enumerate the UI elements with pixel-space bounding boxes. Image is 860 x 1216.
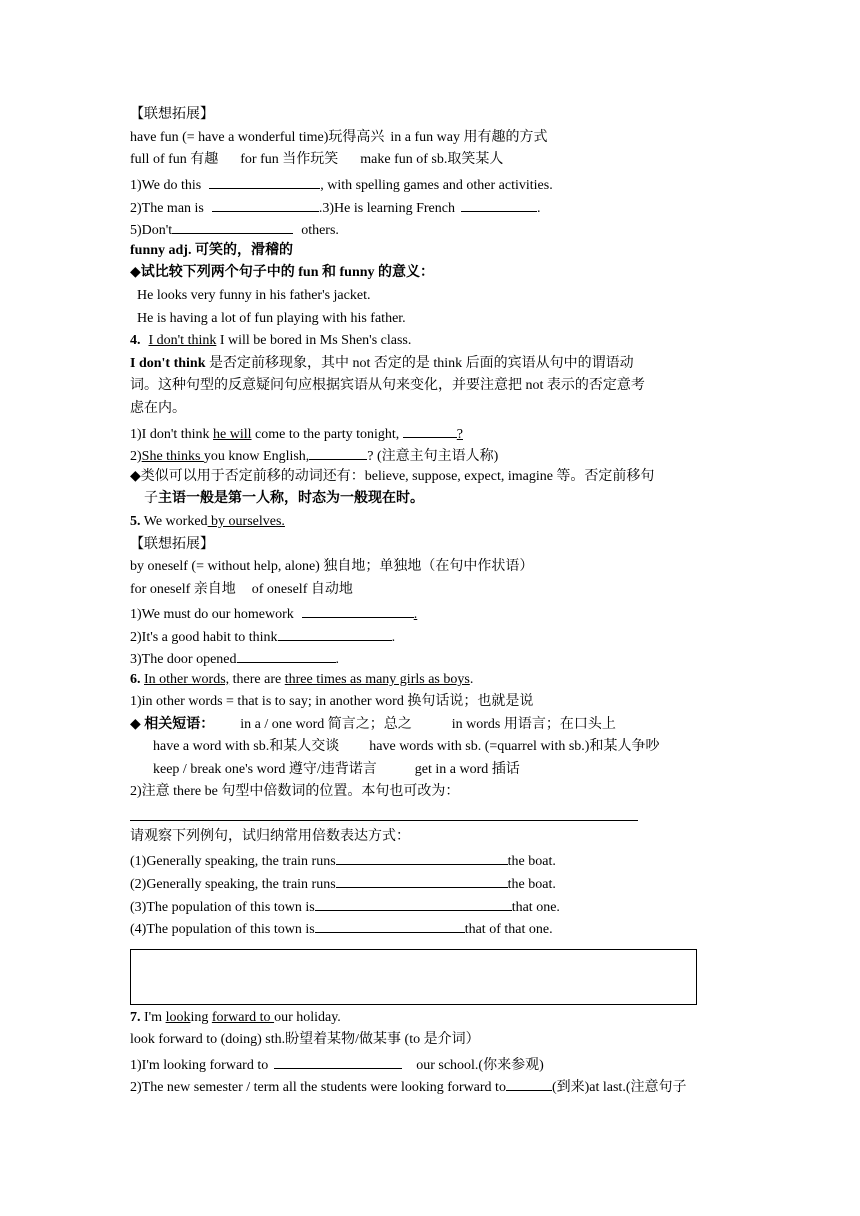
exercise-line: (3)The population of this town is that one. [130,896,560,917]
phrase-line: ◆ 相关短语： in a / one word 简言之；总之 in words 用语言；在口头上 [130,717,616,732]
answer-blank[interactable] [237,648,336,663]
compare-note: ◆试比较下列两个句子中的 fun 和 funny 的意义： [130,265,435,280]
answer-blank[interactable] [403,423,457,438]
text-line: 2)注意 there be 句型中倍数词的位置。本句也可改为： [130,784,460,799]
answer-blank[interactable] [506,1076,552,1091]
phrase-line: keep / break one's word 遵守/违背诺言 get in a word 插话 [153,762,520,777]
explanation-line: 虑在内。 [130,401,186,416]
exercise-line: 1)I'm looking forward to our school.(你来参观) [130,1054,544,1075]
item-5-sentence: 5. We worked by ourselves. [130,514,285,529]
answer-blank[interactable] [278,626,392,641]
text-line: full of fun 有趣 for fun 当作玩笑 make fun of sb.取笑某人 [130,152,504,167]
heading-association: 【联想拓展】 [130,107,214,122]
answer-blank[interactable] [461,197,537,212]
exercise-line: 1)We do this , with spelling games and other activities. [130,174,553,195]
heading-association: 【联想拓展】 [130,537,214,552]
example-sentence: He looks very funny in his father's jacket. [137,288,371,303]
answer-blank[interactable] [315,896,512,911]
exercise-line: 1)We must do our homework . [130,603,417,624]
text-line: look forward to (doing) sth.盼望着某物/做某事 (to 是介词） [130,1032,480,1047]
text-line: for oneself 亲自地 of oneself 自动地 [130,582,353,597]
text-line: by oneself (= without help, alone) 独自地；单独地（在句中作状语） [130,559,534,574]
item-4-sentence: 4. I don't think I will be bored in Ms Shen's class. [130,333,412,348]
exercise-line: 1)I don't think he will come to the party tonight, ? [130,423,463,444]
note-line: ◆类似可以用于否定前移的动词还有：believe, suppose, expect, imagine 等。否定前移句 [130,469,655,484]
answer-blank[interactable] [315,918,465,933]
answer-blank[interactable] [309,445,367,460]
exercise-line: (2)Generally speaking, the train runs the boat. [130,873,556,894]
text-line: 1)in other words = that is to say; in another word 换句话说；也就是说 [130,694,534,709]
exercise-line: 2)The new semester / term all the students were looking forward to (到来)at last.(注意句子 [130,1076,686,1097]
answer-blank[interactable] [209,174,320,189]
exercise-line: (1)Generally speaking, the train runs the boat. [130,850,556,871]
answer-blank[interactable] [172,219,293,234]
funny-definition: funny adj. 可笑的，滑稽的 [130,243,293,258]
note-line: 子主语一般是第一人称，时态为一般现在时。 [144,491,424,506]
item-6-sentence: 6. In other words, there are three times as many girls as boys. [130,672,474,687]
answer-line[interactable] [130,820,638,821]
answer-blank[interactable] [336,873,508,888]
answer-blank[interactable] [302,603,414,618]
exercise-line: 2)The man is .3)He is learning French . [130,197,540,218]
example-sentence: He is having a lot of fun playing with his father. [137,311,406,326]
answer-blank[interactable] [274,1054,402,1069]
exercise-line: 5)Don't others. [130,219,339,240]
text-line: 请观察下列例句，试归纳常用倍数表达方式： [130,829,410,844]
exercise-line: (4)The population of this town is that of that one. [130,918,553,939]
phrase-line: have a word with sb.和某人交谈 have words with sb. (=quarrel with sb.)和某人争吵 [153,739,660,754]
summary-answer-box[interactable] [130,949,697,1005]
answer-blank[interactable] [212,197,319,212]
explanation-line: 词。这种句型的反意疑问句应根据宾语从句来变化，并要注意把 not 表示的否定意考 [130,378,645,393]
exercise-line: 2)It's a good habit to think . [130,626,395,647]
explanation-line: I don't think 是否定前移现象，其中 not 否定的是 think 后面的宾语从句中的谓语动 [130,356,634,371]
exercise-line: 3)The door opened . [130,648,339,669]
answer-blank[interactable] [336,850,508,865]
exercise-line: 2)She thinks you know English, ? (注意主句主语人称) [130,445,498,466]
text-line: have fun (= have a wonderful time)玩得高兴 in a fun way 用有趣的方式 [130,130,548,145]
item-7-sentence: 7. I'm looking forward to our holiday. [130,1010,341,1025]
